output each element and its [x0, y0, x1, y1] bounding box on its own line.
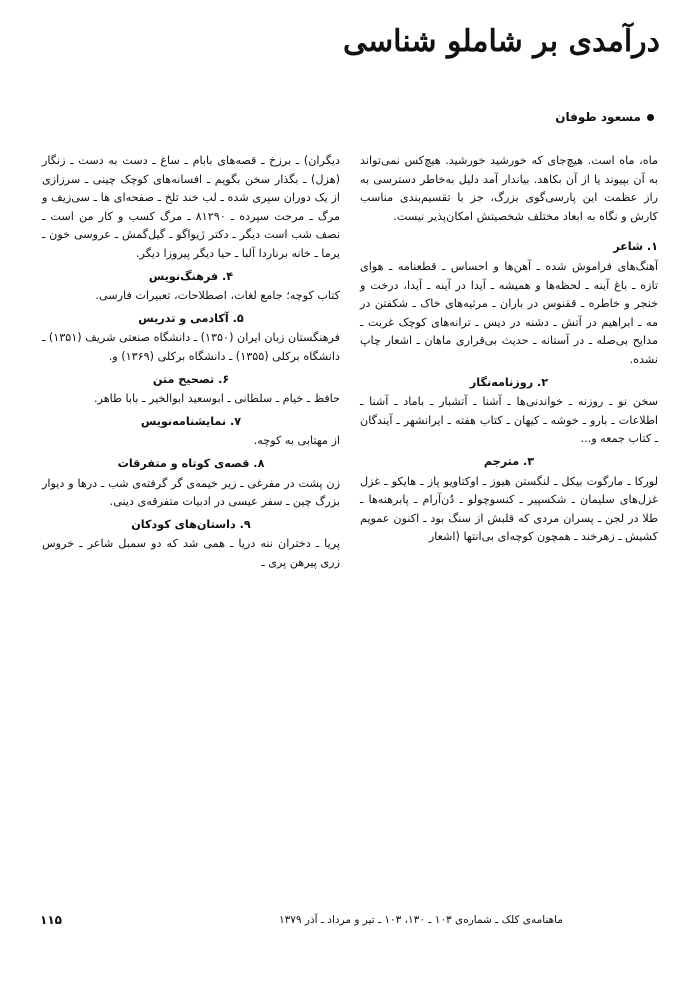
- section-text-poet: آهنگ‌های فراموش شده ـ آهن‌ها و احساس ـ قطعنامه ـ هوای تازه ـ باغ آینه ـ لحظه‌ها و همیشه ـ آیدا در آینه ـ آیدا، درخت و خنجر و خاطره ـ ققنوس در باران ـ مرثیه‌های خاک ـ شکفتن در مه ـ ابراهیم در آتش ـ دشنه در دیس ـ ترانه‌های کوچک غربت ـ مدایح بی‌صله ـ در آستانه ـ حدیث بی‌قراری ماهان ـ اشعار چاپ نشده.: [360, 259, 658, 366]
- spacer: [360, 226, 658, 234]
- section-text-academy: فرهنگستان زبان ایران (۱۳۵۰) ـ دانشگاه صنعتی شریف (۱۳۵۱) ـ دانشگاه برکلی (۱۳۵۵) ـ دانشگاه برکلی (۱۳۶۹) و.: [42, 331, 340, 363]
- section-text-playwright: از مهتابی به کوچه.: [253, 434, 340, 448]
- intro-paragraph: ماه، ماه است. هیچ‌جای که خورشید خورشید. هیچ‌کس نمی‌تواند به آن بپیوند یا از آن بکاهد. بیاندار آمد دلیل به‌خاطر دسترسی به راز عظمت این پارسی‌گوی بزرگ، جز با تقسیم‌بندی مناسب کارش و نگاه به ابعاد مختلف شخصیتش امکان‌پذیر نیست.: [360, 154, 658, 223]
- publication-info: ماهنامه‌ی کلک ـ شماره‌ی ۱۰۳ ـ ۱۳۰، ۱۰۳ ـ تیر و مرداد ـ آذر ۱۳۷۹: [278, 914, 563, 926]
- section-heading-children: ۹. داستان‌های کودکان: [131, 517, 251, 531]
- translator-continued: دیگران) ـ برزخ ـ قصه‌های بابام ـ ساغ ـ دست به دست ـ زنگار (هزل) ـ بگذار سخن بگویم ـ افسانه‌های کوچک چینی ـ سرزازی از یک دوران سپری شده ـ لب خند تلخ ـ صفحه‌ای ها ـ سی‌زیف و مرگ ـ مرحت سپرده ـ ۸۱۲۹۰ ـ مرگ کسب و کار من است ـ نصف شب است دیگر ـ دکتر ژیواگو ـ گیل‌گمش ـ عروسی خون ـ یرما ـ خانه برناردا آلبا ـ حیا دیگر پیروزا دیگر.: [42, 154, 340, 260]
- section-heading-journalist: ۲. روزنامه‌نگار: [469, 375, 549, 389]
- section-heading-lexicographer: ۴. فرهنگ‌نویس: [148, 269, 234, 283]
- section-text-children: پریا ـ دختران ننه دریا ـ همی شد که دو سمبل شاعر ـ خروس زری پیرهن پری ـ: [42, 537, 340, 569]
- page-footer: [40, 913, 658, 931]
- author-byline: [555, 110, 654, 124]
- section-text-short-stories: زن پشت در مفرغی ـ زیر خیمه‌ی گر گرفته‌ی شب ـ درها و دیوار بزرگ چین ـ سفر عیسی در ادبیات متفرقه‌ی دینی.: [42, 476, 340, 509]
- section-text-editing: حافظ ـ خیام ـ سلطانی ـ ابوسعید ابوالخیر ـ بابا طاهر.: [94, 392, 340, 406]
- section-heading-academy: ۵. آکادمی و تدریس: [138, 311, 244, 325]
- section-heading-short-stories: ۸. قصه‌ی کوتاه و متفرقات: [117, 456, 265, 470]
- section-heading-editing: ۶. تصحیح متن: [152, 372, 230, 386]
- section-text-journalist: سخن نو ـ روزنه ـ خواندنی‌ها ـ آشنا ـ آتشبار ـ باماد ـ آشنا ـ اطلاعات ـ بارو ـ خوشه ـ کیهان ـ کتاب هفته ـ ایرانشهر ـ آیندگان ـ کتاب جمعه و...: [360, 395, 658, 446]
- author-name: مسعود طوفان: [555, 110, 641, 124]
- right-column: [360, 152, 658, 547]
- bullet-icon: [647, 114, 654, 121]
- article-title: درآمدی بر شاملو شناسی: [343, 24, 660, 59]
- section-heading-playwright: ۷. نمایشنامه‌نویس: [140, 414, 242, 428]
- section-heading-poet: ۱. شاعر: [613, 240, 658, 254]
- left-column: [42, 152, 340, 572]
- section-heading-translator: ۳. مترجم: [483, 454, 535, 468]
- section-text-lexicographer: کتاب کوچه؛ جامع لغات، اصطلاحات، تعبیرات فارسی.: [95, 289, 340, 303]
- page-number: ۱۱۵: [40, 913, 62, 927]
- section-text-translator: لورکا ـ مارگوت بیکل ـ لنگستن هیوز ـ اوکتاویو پاز ـ هایکو ـ غزل غزل‌های سلیمان ـ شکسپیر ـ کنسوچولو ـ دُن‌آرام ـ پابرهنه‌ها ـ طلا در لجن ـ پسران مردی که قلبش از سنگ بود ـ اکنون عمویم کشیش ـ زهرخند ـ همچون کوچه‌ای بی‌انتها (اشعار: [360, 474, 658, 544]
